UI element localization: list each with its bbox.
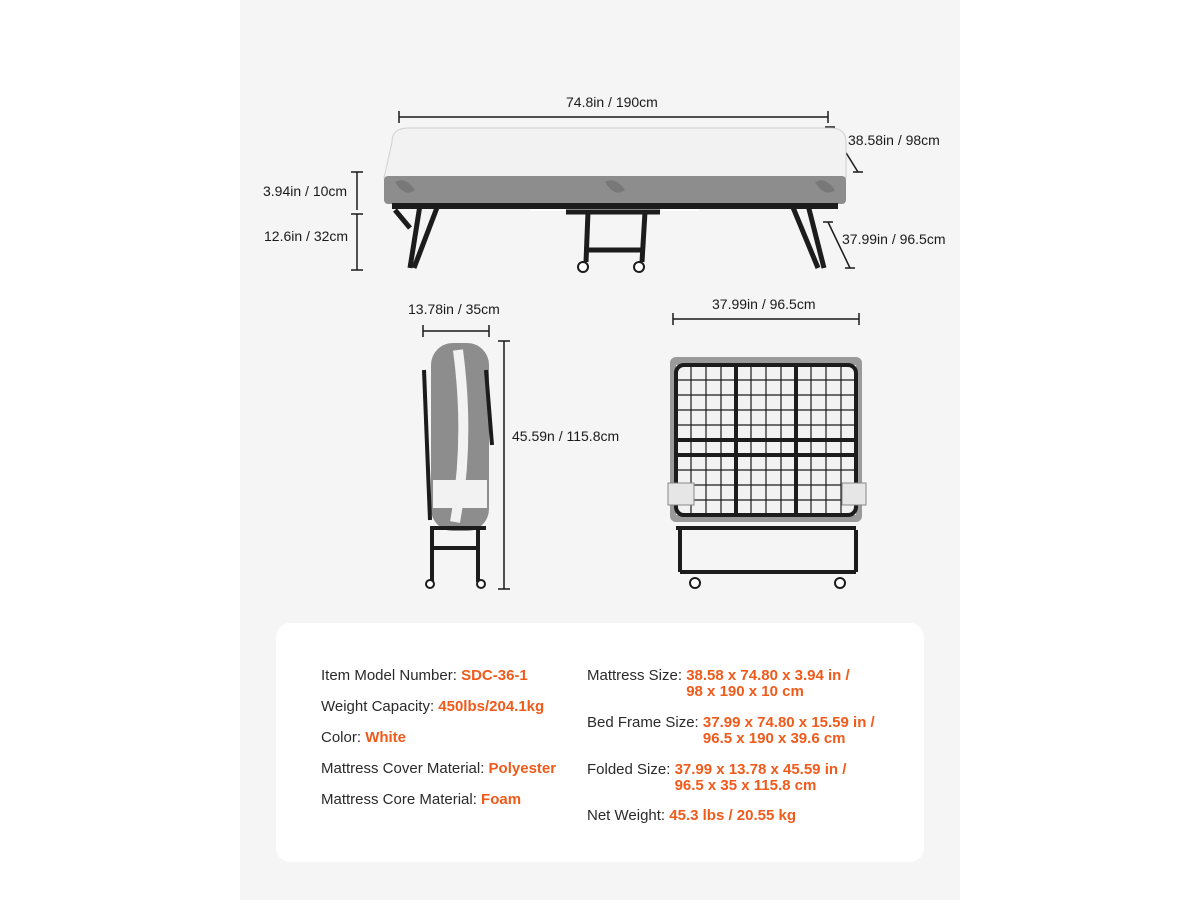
spec-mattress-size-value-1: 38.58 x 74.80 x 3.94 in / xyxy=(686,667,850,684)
spec-model-value: SDC-36-1 xyxy=(461,667,528,684)
spec-mattress-size-value-2: 98 x 190 x 10 cm xyxy=(686,683,804,700)
spec-folded-size-value-2: 96.5 x 35 x 115.8 cm xyxy=(674,777,817,794)
folded-depth-dimension-line xyxy=(423,325,489,337)
folded-width-label: 37.99in / 96.5cm xyxy=(712,296,816,312)
spec-frame-size-value-2: 96.5 x 190 x 39.6 cm xyxy=(702,730,846,747)
spec-net-weight-value: 45.3 lbs / 20.55 kg xyxy=(669,807,797,824)
folded-bed-front-illustration xyxy=(668,357,866,588)
spec-cover xyxy=(321,761,556,777)
spec-frame-size-label: Bed Frame Size: xyxy=(587,714,699,731)
spec-color xyxy=(321,730,406,746)
spec-frame-size xyxy=(587,715,875,747)
unfolded-bed-illustration xyxy=(384,128,846,272)
spec-core-label: Mattress Core Material: xyxy=(321,791,477,808)
spec-capacity-value: 450lbs/204.1kg xyxy=(438,698,545,715)
spec-model-label: Item Model Number: xyxy=(321,667,457,684)
spec-cover-value: Polyester xyxy=(488,760,557,777)
folded-width-dimension-line xyxy=(673,313,859,325)
spec-folded-size-label: Folded Size: xyxy=(587,761,671,778)
spec-color-value: White xyxy=(365,729,407,746)
spec-frame-size-value-1: 37.99 x 74.80 x 15.59 in / xyxy=(702,714,875,731)
spec-net-weight-label: Net Weight: xyxy=(587,807,666,824)
width-label: 38.58in / 98cm xyxy=(848,132,940,148)
folded-bed-side-illustration xyxy=(424,343,492,588)
spec-model xyxy=(321,668,528,684)
length-label: 74.8in / 190cm xyxy=(566,94,658,110)
folded-depth-label: 13.78in / 35cm xyxy=(408,301,500,317)
spec-core-value: Foam xyxy=(481,791,522,808)
spec-mattress-size-label: Mattress Size: xyxy=(587,667,683,684)
folded-height-dimension-line xyxy=(498,341,510,589)
specs-card xyxy=(276,623,924,862)
mattress-thickness-label: 3.94in / 10cm xyxy=(263,183,348,199)
frame-height-label: 12.6in / 32cm xyxy=(264,228,349,244)
spec-net-weight xyxy=(587,808,796,824)
frame-width-label: 37.99in / 96.5cm xyxy=(842,231,946,247)
spec-color-label: Color: xyxy=(321,729,362,746)
spec-folded-size xyxy=(587,762,846,794)
spec-capacity-label: Weight Capacity: xyxy=(321,698,435,715)
spec-folded-size-value-1: 37.99 x 13.78 x 45.59 in / xyxy=(674,761,847,778)
spec-core xyxy=(321,792,521,808)
spec-capacity xyxy=(321,699,544,715)
height-dimension-line xyxy=(351,172,363,270)
length-dimension-line xyxy=(399,111,828,123)
spec-mattress-size xyxy=(587,668,850,700)
folded-height-label: 45.59n / 115.8cm xyxy=(512,428,620,444)
spec-cover-label: Mattress Cover Material: xyxy=(321,760,485,777)
